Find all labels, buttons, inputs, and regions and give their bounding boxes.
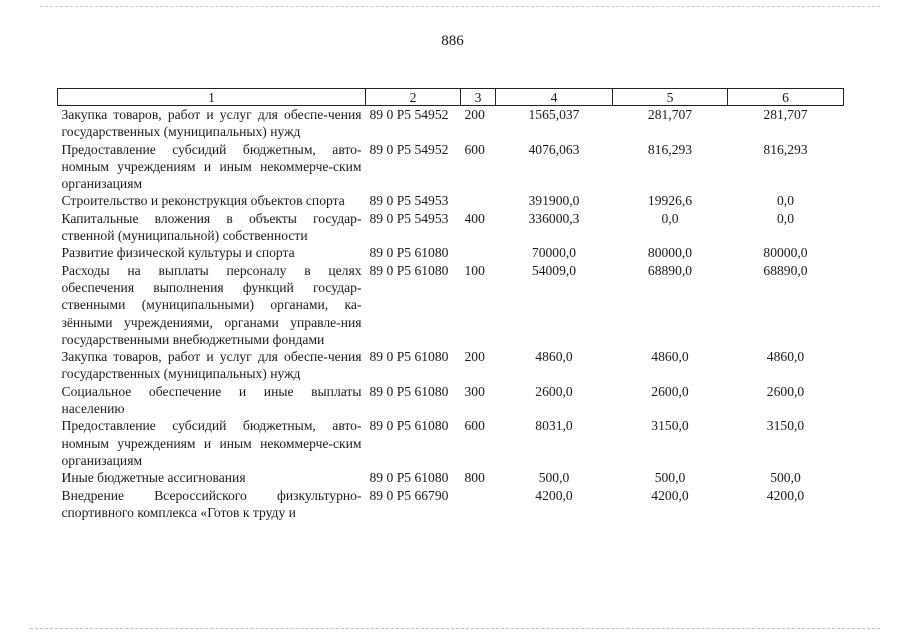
table-row bbox=[58, 192, 844, 209]
header-col-6: 6 bbox=[728, 89, 844, 106]
target-article-code: 89 0 P5 61080 bbox=[369, 383, 449, 399]
target-article-code: 89 0 P5 66790 bbox=[369, 487, 449, 503]
table-row bbox=[58, 487, 844, 522]
amount-col-4: 336000,3 bbox=[528, 210, 580, 226]
budget-table bbox=[57, 88, 844, 521]
expense-name: Внедрение Всероссийского физкультурно-спортивного комплекса «Готов к труду и bbox=[61, 487, 362, 520]
expense-type-code: 300 bbox=[464, 383, 485, 399]
table-header bbox=[58, 89, 844, 106]
amount-col-4: 54009,0 bbox=[531, 262, 577, 278]
amount-col-6: 68890,0 bbox=[763, 262, 808, 278]
amount-col-6: 2600,0 bbox=[766, 383, 805, 399]
amount-col-4: 70000,0 bbox=[531, 245, 577, 261]
amount-col-4: 8031,0 bbox=[535, 418, 573, 434]
amount-col-5: 281,707 bbox=[647, 107, 693, 122]
target-article-code: 89 0 P5 61080 bbox=[369, 418, 449, 434]
amount-col-5: 2600,0 bbox=[651, 383, 689, 399]
expense-name: Развитие физической культуры и спорта bbox=[61, 245, 295, 261]
table-row bbox=[58, 141, 844, 193]
expense-name: Строительство и реконструкция объектов спорта bbox=[61, 193, 345, 209]
expense-type-code bbox=[461, 192, 496, 209]
amount-col-5: 4860,0 bbox=[651, 349, 689, 365]
target-article-code: 89 0 P5 61080 bbox=[369, 262, 449, 278]
amount-col-5: 19926,6 bbox=[647, 193, 693, 209]
expense-name: Иные бюджетные ассигнования bbox=[61, 470, 246, 486]
table-row bbox=[58, 383, 844, 418]
expense-type-code: 100 bbox=[464, 262, 485, 278]
table-row bbox=[58, 469, 844, 486]
amount-col-4: 1565,037 bbox=[528, 107, 580, 122]
table-row bbox=[58, 210, 844, 245]
expense-type-code: 200 bbox=[464, 107, 485, 122]
expense-type-code bbox=[461, 244, 496, 261]
amount-col-4: 4860,0 bbox=[535, 349, 573, 365]
amount-col-5: 3150,0 bbox=[651, 418, 689, 434]
table-row bbox=[58, 244, 844, 261]
scan-edge-top bbox=[40, 6, 880, 8]
expense-name: Социальное обеспечение и иные выплаты населению bbox=[61, 383, 362, 417]
amount-col-6: 816,293 bbox=[763, 141, 808, 157]
amount-col-5: 816,293 bbox=[647, 141, 693, 157]
amount-col-4: 500,0 bbox=[538, 470, 570, 486]
amount-col-5: 4200,0 bbox=[651, 487, 689, 503]
page-number: 886 bbox=[441, 33, 464, 49]
expense-type-code: 400 bbox=[464, 210, 485, 226]
target-article-code: 89 0 P5 54952 bbox=[369, 107, 449, 122]
expense-type-code: 800 bbox=[464, 470, 485, 486]
table-row bbox=[58, 262, 844, 348]
table-body bbox=[58, 106, 844, 522]
amount-col-5: 68890,0 bbox=[647, 262, 693, 278]
amount-col-4: 391900,0 bbox=[528, 193, 580, 209]
expense-name: Предоставление субсидий бюджетным, авто-номным учреждениям и иным некоммерче-ским организациям bbox=[61, 418, 362, 468]
amount-col-6: 3150,0 bbox=[766, 418, 805, 434]
amount-col-5: 0,0 bbox=[661, 210, 679, 226]
expense-name: Закупка товаров, работ и услуг для обеспе-чения государственных (муниципальных) нужд bbox=[61, 349, 362, 382]
expense-type-code bbox=[461, 487, 496, 522]
scan-edge-bottom bbox=[30, 628, 880, 630]
amount-col-6: 0,0 bbox=[777, 193, 794, 209]
header-col-1: 1 bbox=[58, 89, 366, 106]
expense-type-code: 600 bbox=[464, 141, 485, 157]
expense-type-code: 200 bbox=[464, 349, 485, 365]
amount-col-6: 4200,0 bbox=[766, 487, 805, 503]
header-col-3: 3 bbox=[461, 89, 496, 106]
target-article-code: 89 0 P5 54953 bbox=[369, 193, 449, 209]
amount-col-6: 0,0 bbox=[777, 210, 794, 226]
amount-col-6: 4860,0 bbox=[766, 349, 805, 365]
amount-col-4: 2600,0 bbox=[535, 383, 573, 399]
table-row bbox=[58, 106, 844, 141]
amount-col-4: 4076,063 bbox=[528, 141, 580, 157]
expense-type-code: 600 bbox=[464, 418, 485, 434]
amount-col-5: 80000,0 bbox=[647, 245, 693, 261]
expense-name: Расходы на выплаты персоналу в целях обеспечения выполнения функций государ-ственными (муниципальными) органами, ка-зёнными учреждениями, органами управле-ния государственными внебюджетными фондами bbox=[61, 262, 362, 347]
table-row bbox=[58, 417, 844, 469]
amount-col-5: 500,0 bbox=[654, 470, 686, 486]
target-article-code: 89 0 P5 54952 bbox=[369, 141, 449, 157]
expense-name: Капитальные вложения в объекты государ-ственной (муниципальной) собственности bbox=[61, 210, 362, 244]
header-row bbox=[58, 89, 844, 106]
amount-col-6: 500,0 bbox=[770, 470, 801, 486]
target-article-code: 89 0 P5 54953 bbox=[369, 210, 449, 226]
target-article-code: 89 0 P5 61080 bbox=[369, 245, 449, 261]
expense-name: Закупка товаров, работ и услуг для обеспе-чения государственных (муниципальных) нужд bbox=[61, 107, 362, 140]
amount-col-4: 4200,0 bbox=[535, 487, 573, 503]
amount-col-6: 281,707 bbox=[763, 107, 808, 122]
table-row bbox=[58, 348, 844, 383]
header-col-4: 4 bbox=[496, 89, 613, 106]
target-article-code: 89 0 P5 61080 bbox=[369, 470, 449, 486]
target-article-code: 89 0 P5 61080 bbox=[369, 349, 449, 365]
expense-name: Предоставление субсидий бюджетным, авто-номным учреждениям и иным некоммерче-ским организациям bbox=[61, 141, 362, 192]
header-col-5: 5 bbox=[613, 89, 728, 106]
header-col-2: 2 bbox=[366, 89, 461, 106]
amount-col-6: 80000,0 bbox=[763, 245, 808, 261]
